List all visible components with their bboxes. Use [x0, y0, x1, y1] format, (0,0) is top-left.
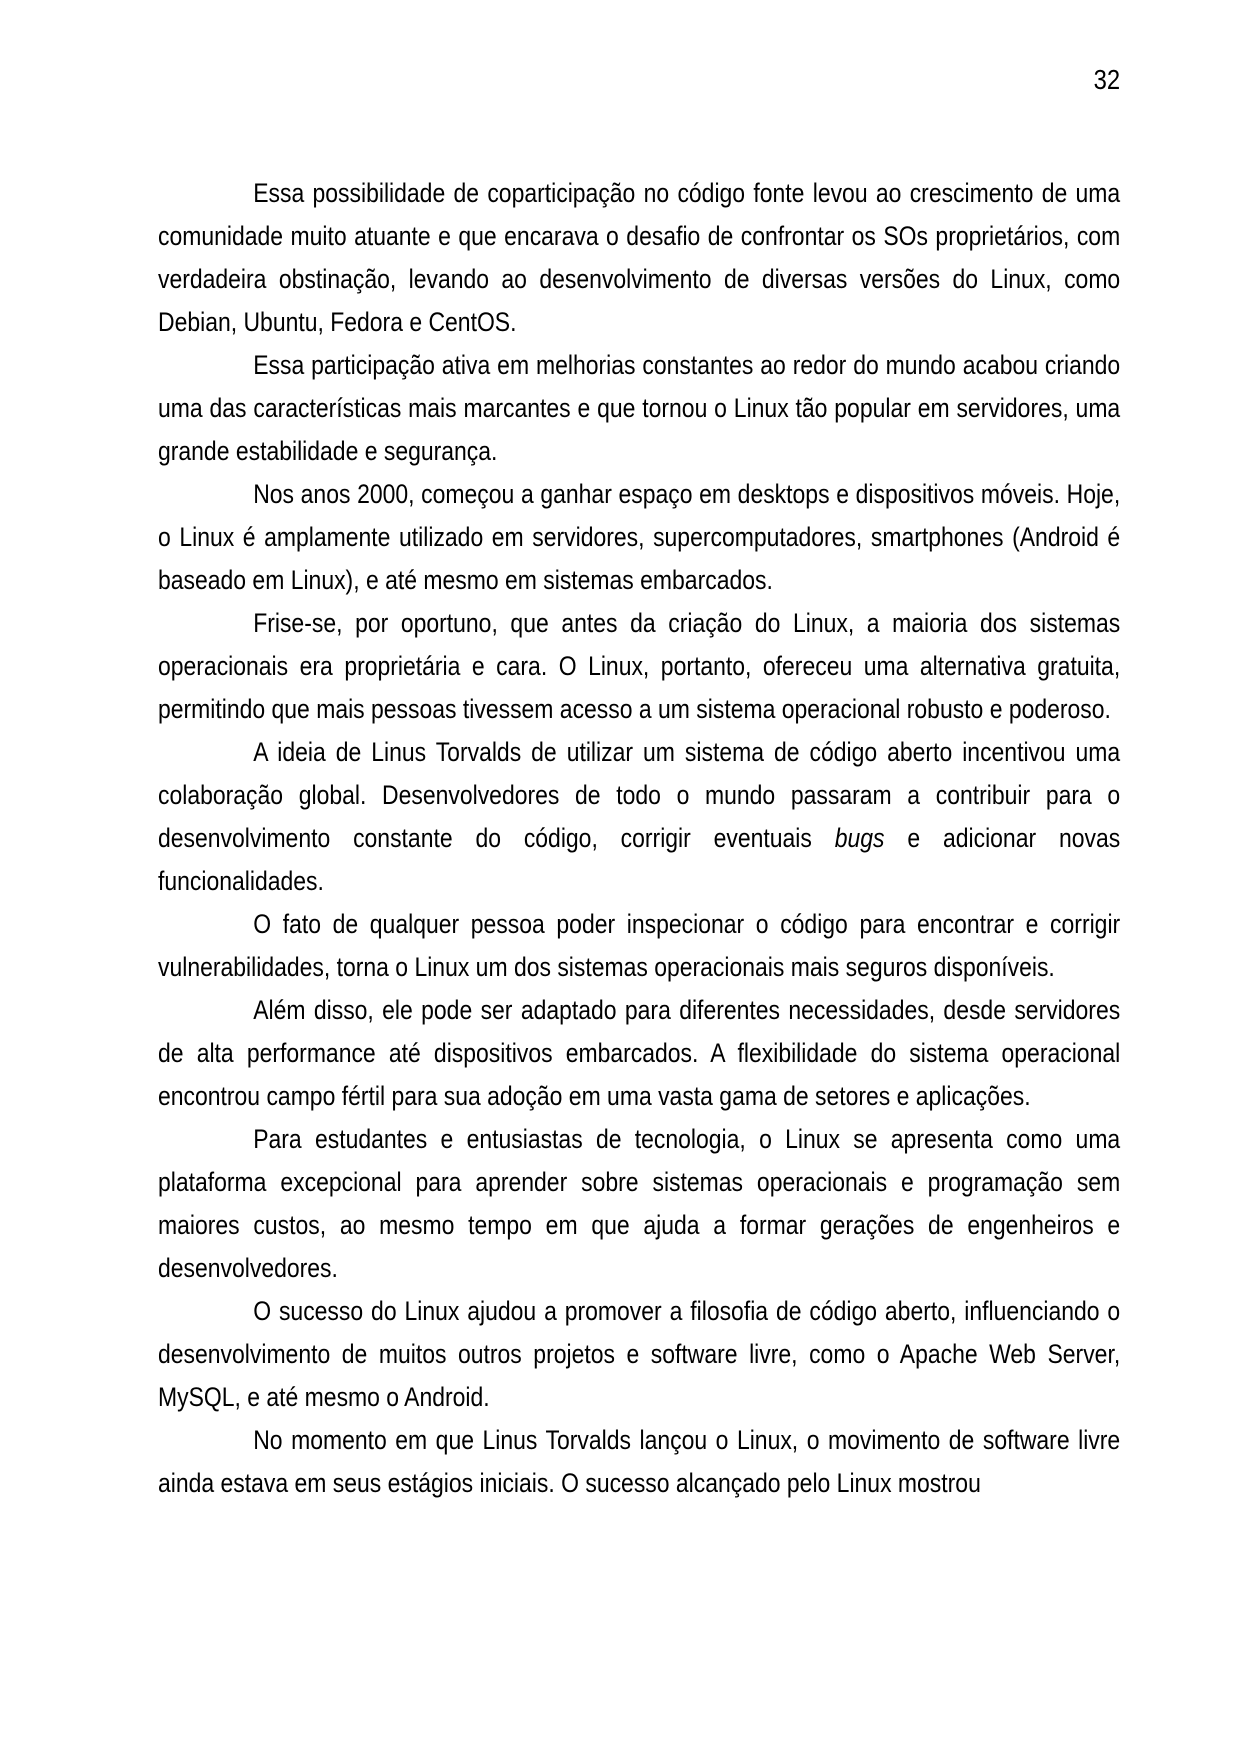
- paragraph: [158, 731, 1120, 903]
- text-segment: Essa possibilidade de coparticipação no código fonte levou ao crescimento de uma comunidade muito atuante e que encarava o desafio de confrontar os SOs proprietários, com verdadeira obstinação, levando ao desenvolvimento de diversas versões do Linux, como Debian, Ubuntu, Fedora e CentOS.: [158, 178, 1121, 337]
- paragraph: [158, 473, 1120, 602]
- paragraph: [158, 1290, 1120, 1419]
- text-segment: Nos anos 2000, começou a ganhar espaço em desktops e dispositivos móveis. Hoje, o Linux é amplamente utilizado em servidores, supercomputadores, smartphones (Android é baseado em Linux), e até mesmo em sistemas embarcados.: [158, 479, 1121, 595]
- paragraph: [158, 1419, 1120, 1505]
- paragraph: [158, 1118, 1120, 1290]
- paragraph: [158, 344, 1120, 473]
- text-segment: No momento em que Linus Torvalds lançou o Linux, o movimento de software livre ainda estava em seus estágios iniciais. O sucesso alcançado pelo Linux mostrou: [158, 1425, 1121, 1498]
- paragraph: [158, 903, 1120, 989]
- paragraph: [158, 172, 1120, 344]
- text-segment: Frise-se, por oportuno, que antes da criação do Linux, a maioria dos sistemas operacionais era proprietária e cara. O Linux, portanto, ofereceu uma alternativa gratuita, permitindo que mais pessoas tivessem acesso a um sistema operacional robusto e poderoso.: [158, 608, 1121, 724]
- text-segment: O fato de qualquer pessoa poder inspecionar o código para encontrar e corrigir vulnerabilidades, torna o Linux um dos sistemas operacionais mais seguros disponíveis.: [158, 909, 1121, 982]
- paragraph: [158, 989, 1120, 1118]
- paragraph: [158, 602, 1120, 731]
- body-text: [158, 172, 1120, 1505]
- text-segment: Além disso, ele pode ser adaptado para diferentes necessidades, desde servidores de alta performance até dispositivos embarcados. A flexibilidade do sistema operacional encontrou campo fértil para sua adoção em uma vasta gama de setores e aplicações.: [158, 995, 1121, 1111]
- text-segment: A ideia de Linus Torvalds de utilizar um sistema de código aberto incentivou uma colaboração global. Desenvolvedores de todo o mundo passaram a contribuir para o desenvolvimento constante do código, corrigir eventuais: [158, 737, 1121, 853]
- text-segment: e adicionar novas funcionalidades.: [158, 823, 1121, 896]
- text-segment: Essa participação ativa em melhorias constantes ao redor do mundo acabou criando uma das características mais marcantes e que tornou o Linux tão popular em servidores, uma grande estabilidade e segurança.: [158, 350, 1121, 466]
- text-segment: O sucesso do Linux ajudou a promover a filosofia de código aberto, influenciando o desenvolvimento de muitos outros projetos e software livre, como o Apache Web Server, MySQL, e até mesmo o Android.: [158, 1296, 1121, 1412]
- italic-term: bugs: [834, 823, 885, 853]
- page-number: 32: [1093, 64, 1120, 95]
- text-segment: Para estudantes e entusiastas de tecnologia, o Linux se apresenta como uma plataforma excepcional para aprender sobre sistemas operacionais e programação sem maiores custos, ao mesmo tempo em que ajuda a formar gerações de engenheiros e desenvolvedores.: [158, 1124, 1121, 1283]
